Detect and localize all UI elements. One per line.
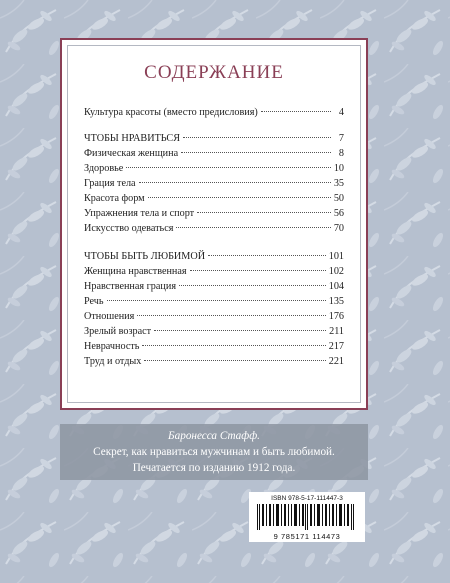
toc-entry-page: 104 <box>328 281 344 292</box>
toc-entry-page: 70 <box>333 223 344 234</box>
edition-note: Печатается по изданию 1912 года. <box>132 462 296 474</box>
toc-entry-label: ЧТОБЫ НРАВИТЬСЯ <box>84 133 180 144</box>
toc-entry <box>84 107 344 121</box>
toc-entry-page: 56 <box>333 208 344 219</box>
toc-entry <box>84 341 344 355</box>
toc-entry <box>84 356 344 370</box>
toc-entry-page: 4 <box>338 107 344 118</box>
toc-entry-label: ЧТОБЫ БЫТЬ ЛЮБИМОЙ <box>84 251 206 262</box>
contents-title: СОДЕРЖАНИЕ <box>144 62 284 83</box>
toc-section-heading <box>84 133 344 147</box>
toc-entry-label: Красота форм <box>84 193 145 204</box>
toc-leader-dots <box>176 227 330 228</box>
toc-entry <box>84 326 344 340</box>
toc-entry-page: 10 <box>333 163 344 174</box>
book-info-panel <box>60 424 368 480</box>
toc-leader-dots <box>179 285 326 286</box>
toc-entry <box>84 296 344 310</box>
author-line: Баронесса Стафф. <box>168 430 260 442</box>
toc-leader-dots <box>183 137 331 138</box>
toc-entry-label: Отношения <box>84 311 135 322</box>
isbn-barcode <box>249 492 365 542</box>
toc-entry-label: Женщина нравственная <box>84 266 187 277</box>
toc-entry <box>84 223 344 237</box>
toc-leader-dots <box>154 330 326 331</box>
toc-leader-dots <box>107 300 326 301</box>
toc-leader-dots <box>126 167 331 168</box>
toc-leader-dots <box>148 197 331 198</box>
toc-leader-dots <box>181 152 331 153</box>
toc-entry-page: 211 <box>329 326 344 337</box>
toc-entry-label: Нравственная грация <box>84 281 177 292</box>
toc-entry-label: Труд и отдых <box>84 356 142 367</box>
toc-entry-page: 221 <box>328 356 344 367</box>
toc-entry-page: 8 <box>338 148 344 159</box>
toc-entry <box>84 281 344 295</box>
barcode-bars <box>257 504 357 530</box>
toc-entry-label: Грация тела <box>84 178 136 189</box>
toc-leader-dots <box>139 182 331 183</box>
toc-entry-page: 135 <box>328 296 344 307</box>
toc-leader-dots <box>197 212 331 213</box>
toc-leader-dots <box>208 255 326 256</box>
toc-entry-label: Физическая женщина <box>84 148 179 159</box>
toc-entry-label: Упражнения тела и спорт <box>84 208 195 219</box>
toc-entry <box>84 311 344 325</box>
isbn-text: ISBN 978-5-17-111447-3 <box>271 495 343 502</box>
toc-section-heading <box>84 251 344 265</box>
contents-frame <box>60 38 368 410</box>
toc-entry <box>84 266 344 280</box>
toc-entry <box>84 148 344 162</box>
toc-entry-page: 7 <box>338 133 344 144</box>
toc-leader-dots <box>137 315 325 316</box>
toc-entry-label: Речь <box>84 296 104 307</box>
book-title-line: Секрет, как нравиться мужчинам и быть любимой. <box>93 446 335 458</box>
toc-entry-label: Здоровье <box>84 163 124 174</box>
toc-entry-page: 35 <box>333 178 344 189</box>
toc-entry <box>84 163 344 177</box>
toc-entry-label: Культура красоты (вместо предисловия) <box>84 107 258 118</box>
toc-leader-dots <box>190 270 326 271</box>
toc-leader-dots <box>261 111 331 112</box>
toc-leader-dots <box>144 360 325 361</box>
toc-entry-page: 217 <box>328 341 344 352</box>
barcode-digits: 9 785171 114473 <box>273 532 341 541</box>
toc-entry-label: Искусство одеваться <box>84 223 174 234</box>
toc-entry-page: 102 <box>328 266 344 277</box>
toc-entry-label: Зрелый возраст <box>84 326 152 337</box>
toc-entry-page: 101 <box>328 251 344 262</box>
toc-leader-dots <box>142 345 325 346</box>
toc-entry <box>84 208 344 222</box>
toc-entry-page: 176 <box>328 311 344 322</box>
toc-entry-page: 50 <box>333 193 344 204</box>
toc-entry <box>84 178 344 192</box>
toc-entry-label: Неврачность <box>84 341 140 352</box>
toc-entry <box>84 193 344 207</box>
